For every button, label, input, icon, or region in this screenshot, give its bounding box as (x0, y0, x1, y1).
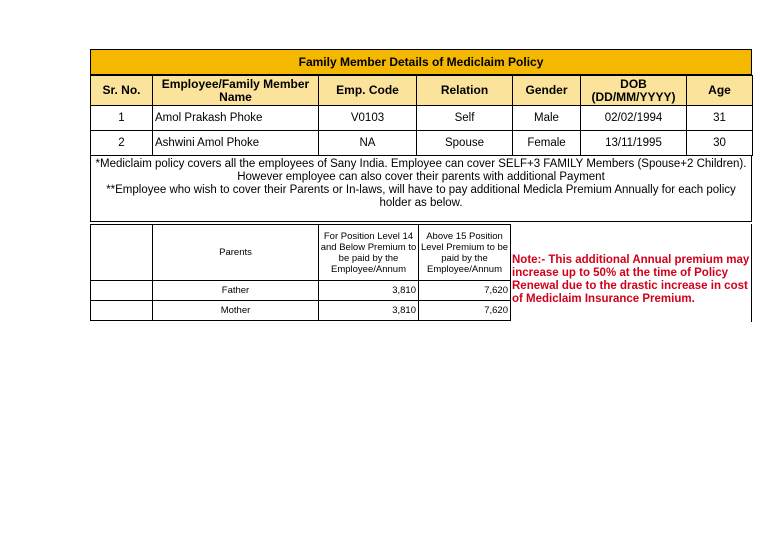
cell-dob[interactable]: 02/02/1994 (581, 106, 687, 131)
policy-note-1: *Mediclaim policy covers all the employees of Sany India. Employee can cover SELF+3 FAMILY Members (Spouse+2 Children). However employee can also cover their parents with additional Payment (95, 158, 747, 183)
policy-note-2: **Employee who wish to cover their Parents or In-laws, will have to pay additional Medicla Premium Annually for each policy holder as below. (106, 184, 736, 209)
table-row (91, 106, 753, 131)
premium-blank-cell (91, 301, 153, 321)
cell-sr[interactable]: 2 (91, 131, 153, 156)
premium-row-label[interactable]: Father (153, 281, 319, 301)
cell-gender[interactable]: Male (513, 106, 581, 131)
header-sr-no: Sr. No. (91, 76, 153, 106)
cell-code[interactable]: NA (319, 131, 417, 156)
premium-level14-value[interactable]: 3,810 (319, 301, 419, 321)
header-emp-code: Emp. Code (319, 76, 417, 106)
cell-age[interactable]: 31 (687, 106, 753, 131)
premium-section (90, 224, 752, 322)
cell-dob[interactable]: 13/11/1995 (581, 131, 687, 156)
premium-above15-value[interactable]: 7,620 (419, 301, 511, 321)
premium-header-row (91, 225, 511, 281)
premium-level14-value[interactable]: 3,810 (319, 281, 419, 301)
header-age: Age (687, 76, 753, 106)
family-member-table (90, 75, 753, 156)
table-row (91, 281, 511, 301)
table-header-row (91, 76, 753, 106)
sheet-title: Family Member Details of Mediclaim Policy (90, 49, 752, 75)
header-relation: Relation (417, 76, 513, 106)
premium-header-above15: Above 15 Position Level Premium to be paid by the Employee/Annum (419, 225, 511, 281)
premium-note-box (510, 224, 752, 322)
cell-sr[interactable]: 1 (91, 106, 153, 131)
premium-above15-value[interactable]: 7,620 (419, 281, 511, 301)
premium-blank-cell (91, 225, 153, 281)
premium-row-label[interactable]: Mother (153, 301, 319, 321)
premium-parents-label: Parents (153, 225, 319, 281)
cell-name[interactable]: Ashwini Amol Phoke (153, 131, 319, 156)
cell-relation[interactable]: Self (417, 106, 513, 131)
parent-premium-table (90, 224, 511, 321)
policy-notes (90, 156, 752, 222)
header-member-name: Employee/Family Member Name (153, 76, 319, 106)
mediclaim-sheet (90, 49, 752, 322)
premium-blank-cell (91, 281, 153, 301)
header-dob: DOB (DD/MM/YYYY) (581, 76, 687, 106)
table-row (91, 131, 753, 156)
cell-name[interactable]: Amol Prakash Phoke (153, 106, 319, 131)
header-gender: Gender (513, 76, 581, 106)
cell-code[interactable]: V0103 (319, 106, 417, 131)
premium-header-level14: For Position Level 14 and Below Premium to be paid by the Employee/Annum (319, 225, 419, 281)
cell-age[interactable]: 30 (687, 131, 753, 156)
premium-increase-note: Note:- This additional Annual premium may increase up to 50% at the time of Policy Renewal due to the drastic increase in cost of Mediclaim Insurance Premium. (512, 254, 750, 305)
table-row (91, 301, 511, 321)
cell-relation[interactable]: Spouse (417, 131, 513, 156)
cell-gender[interactable]: Female (513, 131, 581, 156)
